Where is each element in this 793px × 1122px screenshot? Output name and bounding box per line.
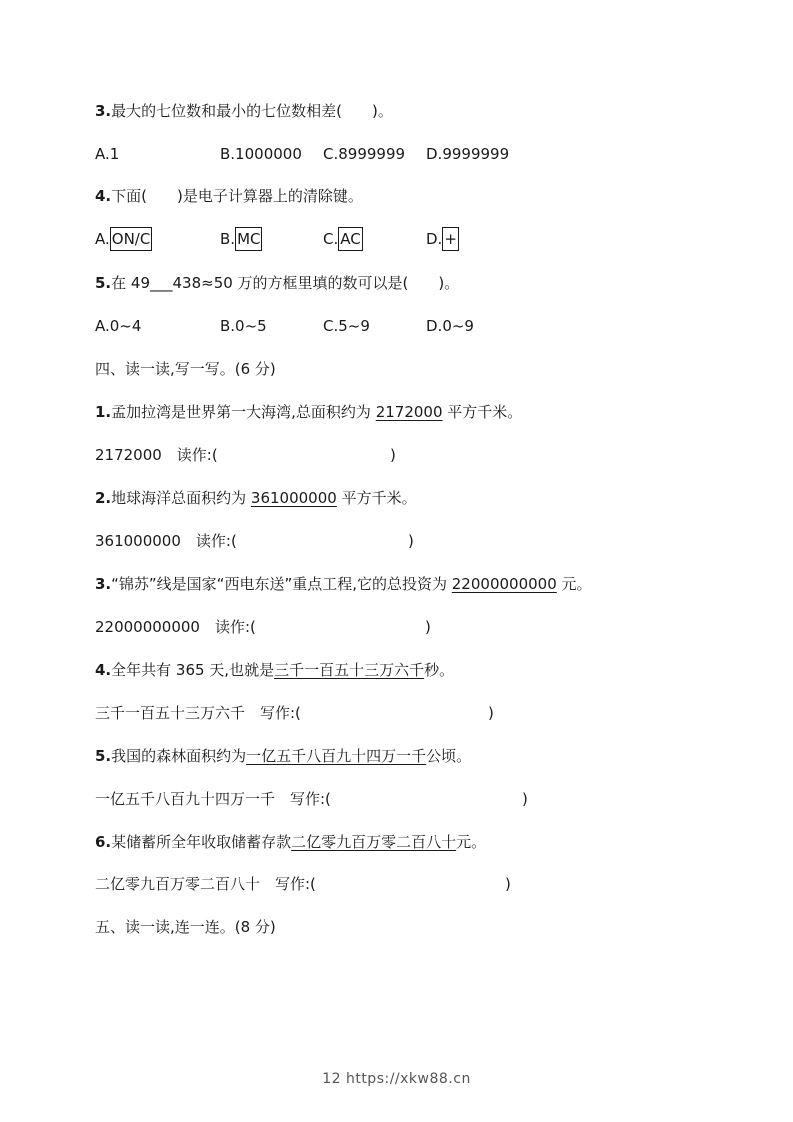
- item-text: “锦苏”线是国家“西电东送”重点工程,它的总投资为: [111, 575, 452, 593]
- close-paren: ): [522, 790, 528, 808]
- read-item-4: [95, 660, 454, 680]
- close-paren: ): [505, 875, 511, 893]
- option-c: [323, 229, 363, 249]
- underlined-value: 361000000: [250, 489, 337, 507]
- answer-line-4[interactable]: 三千一百五十三万六千 写作:(: [95, 704, 301, 722]
- underlined-value: 三千一百五十三万六千: [274, 661, 425, 679]
- close-paren: ): [390, 446, 396, 464]
- read-item-1: [95, 402, 522, 422]
- option-a: A.1: [95, 145, 120, 163]
- close-paren: ): [425, 618, 431, 636]
- calculator-key: MC: [235, 227, 262, 251]
- item-text: 我国的森林面积约为: [111, 747, 247, 765]
- answer-line-5[interactable]: 一亿五千八百九十四万一千 写作:(: [95, 790, 331, 808]
- calculator-key: AC: [338, 227, 362, 251]
- answer-line-6[interactable]: 二亿零九百万零二百八十 写作:(: [95, 875, 316, 893]
- question-text: 在 49___438≈50 万的方框里填的数可以是( )。: [111, 274, 460, 292]
- question-number: 4.: [95, 187, 112, 205]
- item-number: 4.: [95, 661, 112, 679]
- option-a: A.0~4: [95, 317, 142, 335]
- option-a: [95, 229, 152, 249]
- item-text-end: 平方千米。: [336, 489, 417, 507]
- underlined-value: 一亿五千八百九十四万一千: [246, 747, 427, 765]
- item-number: 6.: [95, 833, 112, 851]
- read-item-2: [95, 488, 417, 508]
- answer-line-2[interactable]: 361000000 读作:(: [95, 532, 237, 550]
- read-item-3: [95, 574, 592, 594]
- option-b: [220, 229, 262, 249]
- section-heading-5: 五、读一读,连一连。(8 分): [95, 918, 276, 936]
- option-prefix: D.: [426, 230, 443, 248]
- item-text: 地球海洋总面积约为: [111, 489, 251, 507]
- option-d: [426, 229, 459, 249]
- page-footer: 12 https://xkw88.cn: [322, 1071, 471, 1087]
- close-paren: ): [488, 704, 494, 722]
- calculator-key: +: [442, 227, 459, 251]
- option-prefix: A.: [95, 230, 110, 248]
- question-text: 最大的七位数和最小的七位数相差( )。: [111, 102, 393, 120]
- question-text: 下面( )是电子计算器上的清除键。: [111, 187, 363, 205]
- underlined-value: 2172000: [375, 403, 443, 421]
- question-4: [95, 186, 363, 206]
- option-d: D.9999999: [426, 145, 510, 163]
- question-number: 5.: [95, 274, 112, 292]
- calculator-key: ON/C: [110, 227, 153, 251]
- item-number: 1.: [95, 403, 112, 421]
- item-text: 孟加拉湾是世界第一大海湾,总面积约为: [111, 403, 376, 421]
- option-c: C.8999999: [323, 145, 406, 163]
- item-text-end: 秒。: [424, 661, 455, 679]
- underlined-value: 22000000000: [451, 575, 557, 593]
- option-d: D.0~9: [426, 317, 474, 335]
- answer-line-1[interactable]: 2172000 读作:(: [95, 446, 218, 464]
- question-5: [95, 273, 459, 293]
- read-item-6: [95, 832, 486, 852]
- read-item-5: [95, 746, 471, 766]
- item-number: 3.: [95, 575, 112, 593]
- item-text-end: 公顷。: [426, 747, 472, 765]
- item-text: 某储蓄所全年收取储蓄存款: [111, 833, 292, 851]
- question-number: 3.: [95, 102, 112, 120]
- underlined-value: 二亿零九百万零二百八十: [291, 833, 457, 851]
- option-prefix: C.: [323, 230, 339, 248]
- section-heading-4: 四、读一读,写一写。(6 分): [95, 360, 276, 378]
- question-3: [95, 101, 393, 121]
- item-text-end: 元。: [456, 833, 487, 851]
- item-number: 5.: [95, 747, 112, 765]
- item-text-end: 平方千米。: [442, 403, 523, 421]
- option-b: B.0~5: [220, 317, 267, 335]
- item-text: 全年共有 365 天,也就是: [111, 661, 275, 679]
- option-c: C.5~9: [323, 317, 370, 335]
- item-number: 2.: [95, 489, 112, 507]
- answer-line-3[interactable]: 22000000000 读作:(: [95, 618, 256, 636]
- close-paren: ): [408, 532, 414, 550]
- option-prefix: B.: [220, 230, 236, 248]
- item-text-end: 元。: [556, 575, 592, 593]
- option-b: B.1000000: [220, 145, 302, 163]
